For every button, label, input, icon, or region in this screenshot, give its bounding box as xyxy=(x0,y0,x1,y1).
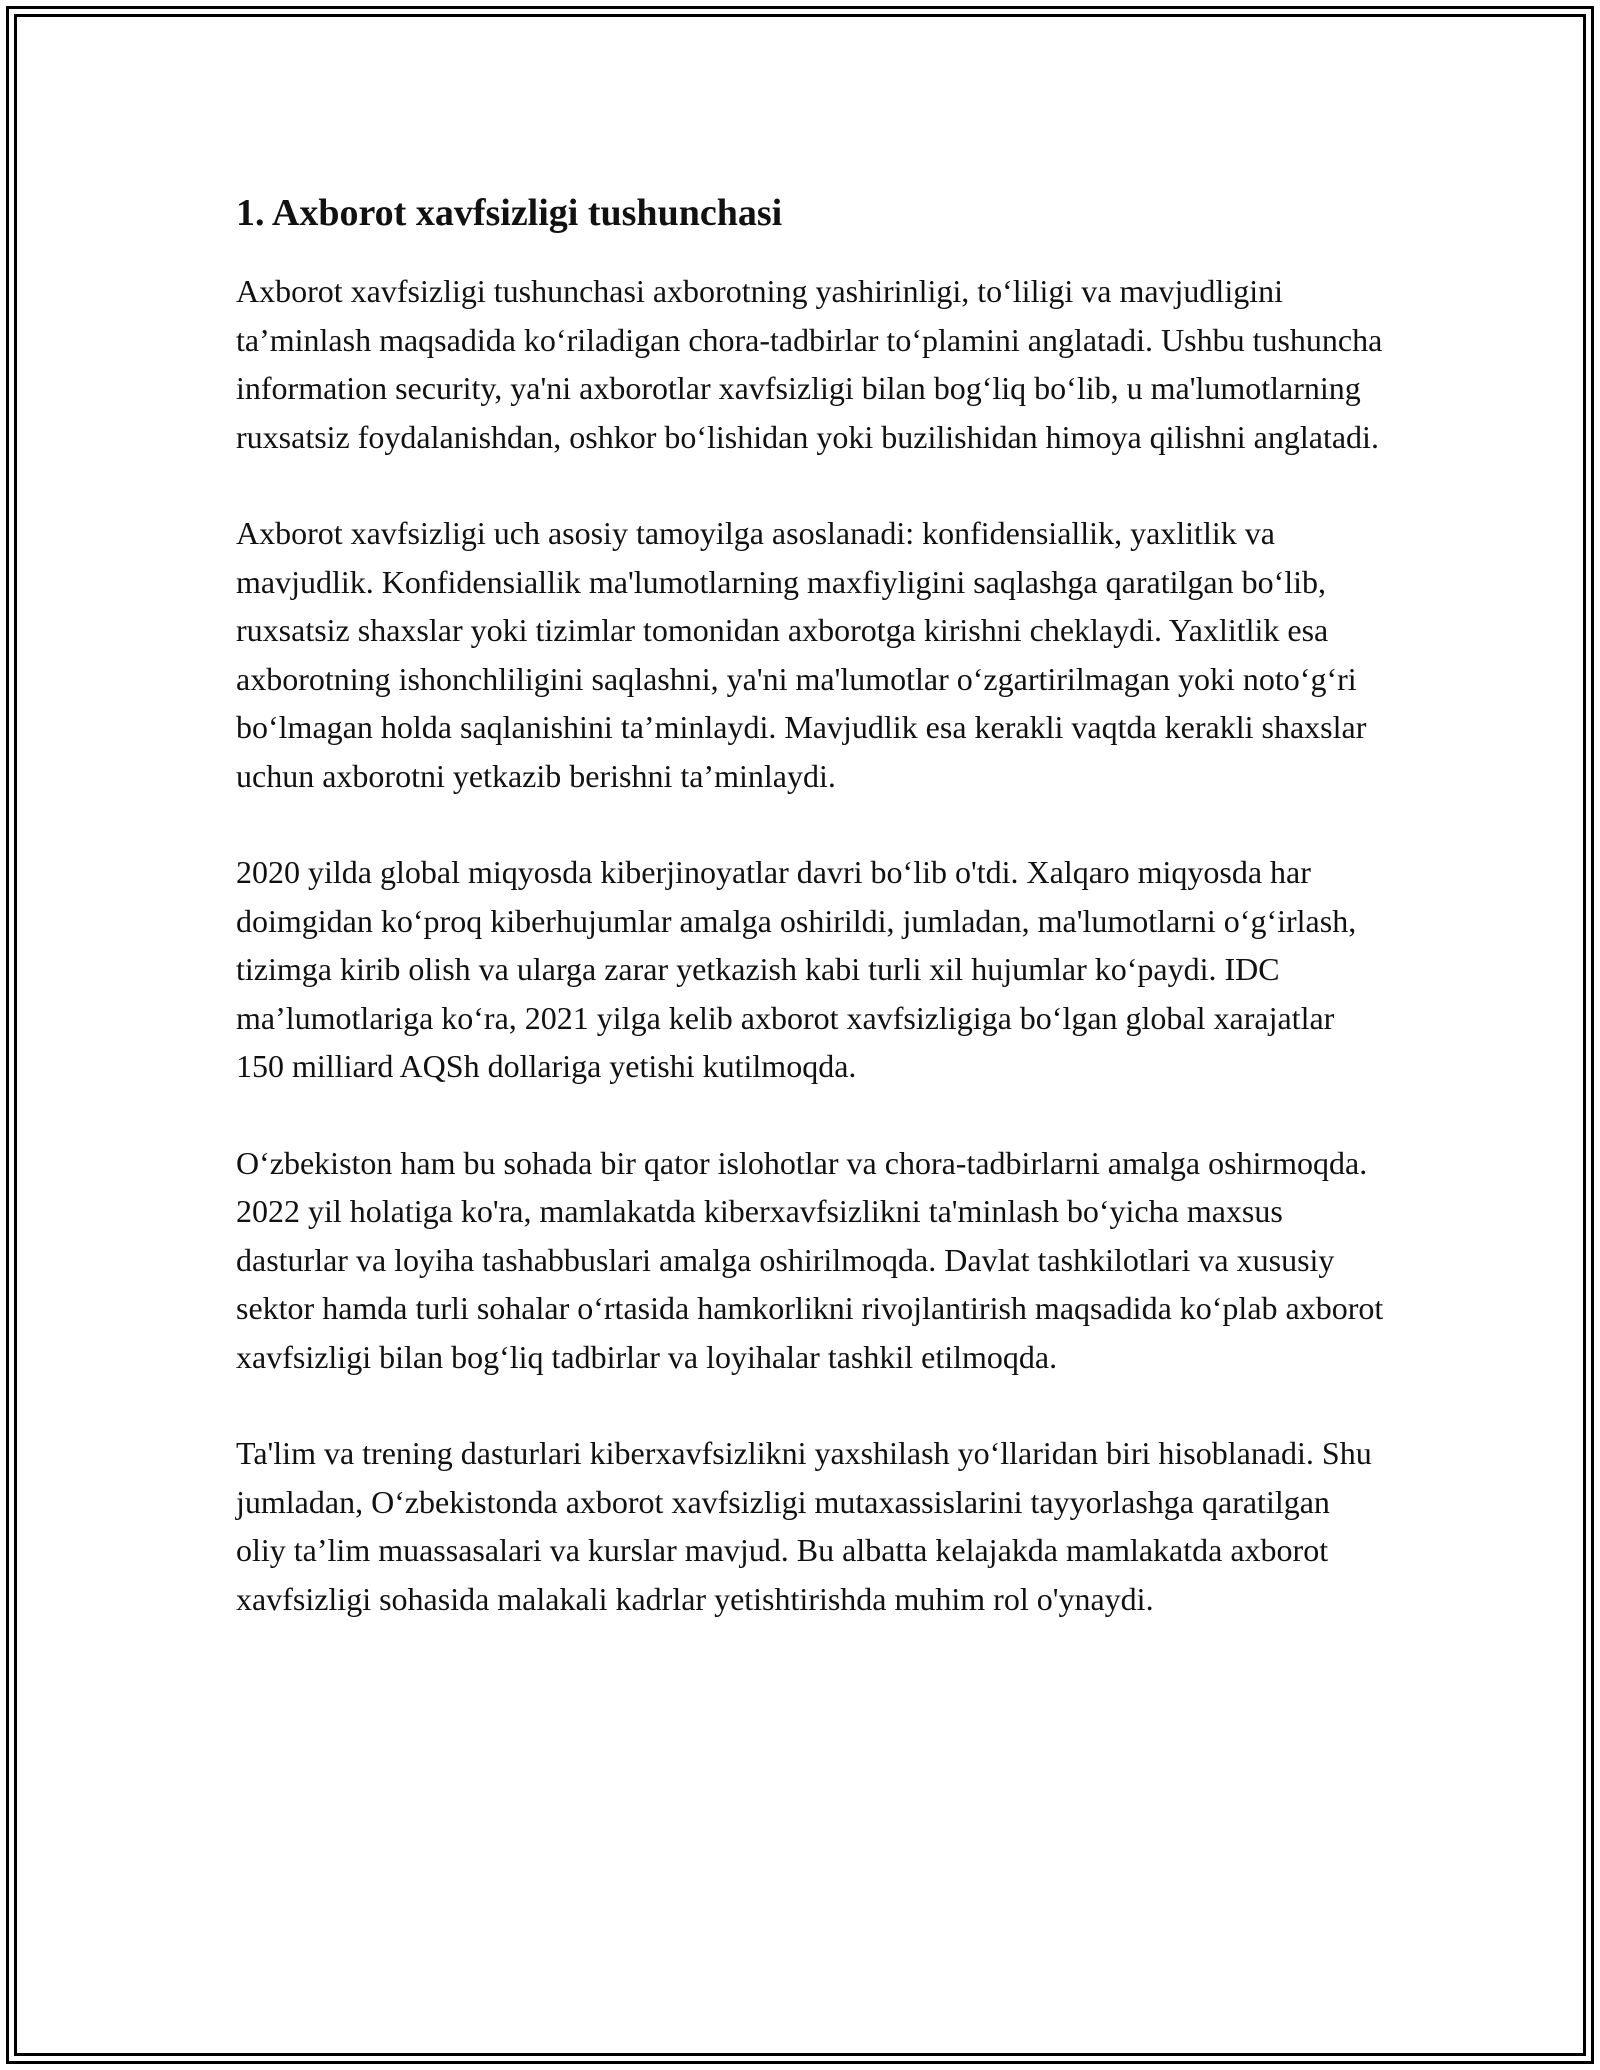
section-heading: 1. Axborot xavfsizligi tushunchasi xyxy=(236,192,783,234)
paragraph-education-training: Ta'lim va trening dasturlari kiberxavfsizlikni yaxshilash yo‘llaridan biri hisoblanadi. Shu jumladan, O‘zbekistonda axborot xavfsizligi mutaxassislarini tayyorlashga qaratilgan oliy ta’lim muassasalari va kurslar mavjud. Bu albatta kelajakda mamlakatda axborot xavfsizligi sohasida malakali kadrlar yetishtirishda muhim rol o'ynaydi. xyxy=(236,1435,1372,1617)
paragraph-principles: Axborot xavfsizligi uch asosiy tamoyilga asoslanadi: konfidensiallik, yaxlitlik va mavjudlik. Konfidensiallik ma'lumotlarning maxfiyligini saqlashga qaratilgan bo‘lib, ruxsatsiz shaxslar yoki tizimlar tomonidan axborotga kirishni cheklaydi. Yaxlitlik esa axborotning ishonchliligini saqlashni, ya'ni ma'lumotlar o‘zgartirilmagan yoki noto‘g‘ri bo‘lmagan holda saqlanishini ta’minlaydi. Mavjudlik esa kerakli vaqtda kerakli shaxslar uchun axborotni yetkazib berishni ta’minlaydi. xyxy=(236,515,1367,794)
document-body xyxy=(236,185,1386,1623)
paragraph-global-cybercrime: 2020 yilda global miqyosda kiberjinoyatlar davri bo‘lib o'tdi. Xalqaro miqyosda har doimgidan ko‘proq kiberhujumlar amalga oshirildi, jumladan, ma'lumotlarni o‘g‘irlash, tizimga kirib olish va ularga zarar yetkazish kabi turli xil hujumlar ko‘paydi. IDC ma’lumotlariga ko‘ra, 2021 yilga kelib axborot xavfsizligiga bo‘lgan global xarajatlar 150 milliard AQSh dollariga yetishi kutilmoqda. xyxy=(236,854,1357,1084)
paragraph-definition: Axborot xavfsizligi tushunchasi axborotning yashirinligi, to‘liligi va mavjudligini ta’minlash maqsadida ko‘riladigan chora-tadbirlar to‘plamini anglatadi. Ushbu tushuncha information security, ya'ni axborotlar xavfsizligi bilan bog‘liq bo‘lib, u ma'lumotlarning ruxsatsiz foydalanishdan, oshkor bo‘lishidan yoki buzilishidan himoya qilishni anglatadi. xyxy=(236,273,1383,455)
paragraph-uzbekistan-reforms: O‘zbekiston ham bu sohada bir qator islohotlar va chora-tadbirlarni amalga oshirmoqda. 2022 yil holatiga ko'ra, mamlakatda kiberxavfsizlikni ta'minlash bo‘yicha maxsus dasturlar va loyiha tashabbuslari amalga oshirilmoqda. Davlat tashkilotlari va xususiy sektor hamda turli sohalar o‘rtasida hamkorlikni rivojlantirish maqsadida ko‘plab axborot xavfsizligi bilan bog‘liq tadbirlar va loyihalar tashkil etilmoqda. xyxy=(236,1144,1384,1375)
